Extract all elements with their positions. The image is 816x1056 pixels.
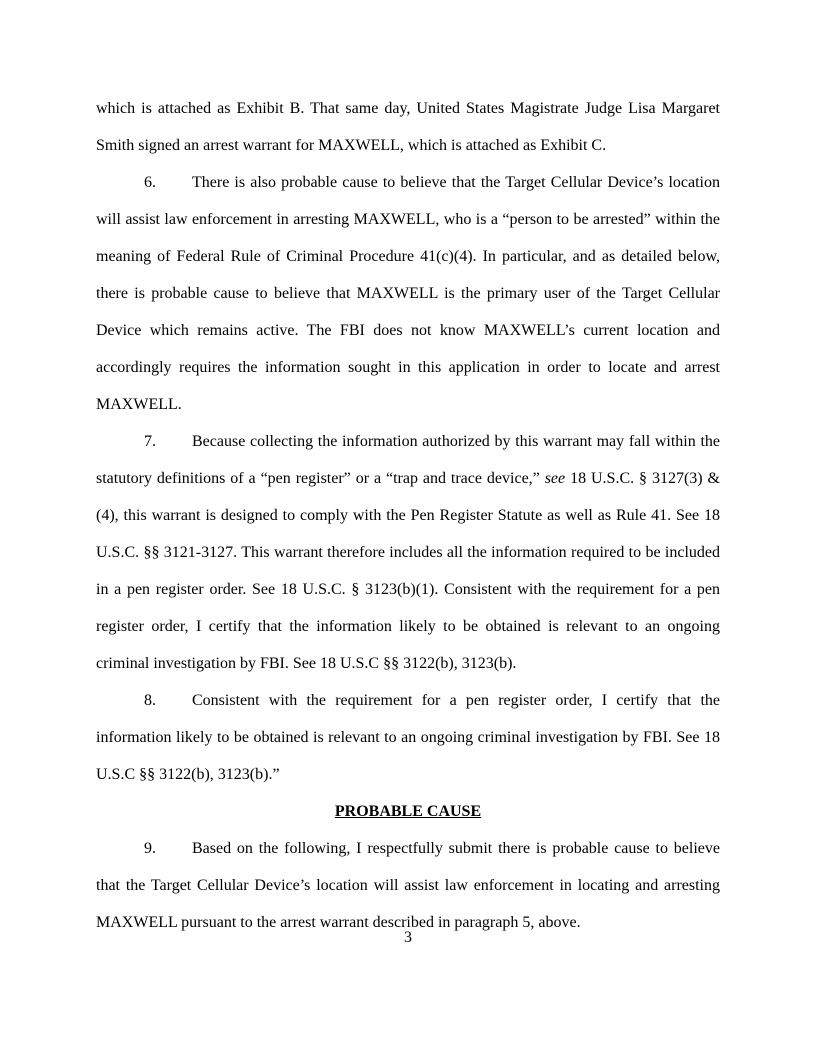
paragraph-7-text-before-citation: Because collecting the information authorized by this warrant may fall within the statutory definitions of a “pen register” or a “trap and trace device,” xyxy=(96,433,720,487)
paragraph-7-number: 7. xyxy=(144,433,156,450)
paragraph-7-text-after-citation: 18 U.S.C. § 3127(3) & (4), this warrant is designed to comply with the Pen Register Statute as well as Rule 41. See 18 U.S.C. §§ 3121-3127. This warrant therefore includes all the information required to be included in a pen register order. See 18 U.S.C. § 3123(b)(1). Consistent with the requirement for a pen register order, I certify that the information likely to be obtained is relevant to an ongoing criminal investigation by FBI. See 18 U.S.C §§ 3122(b), 3123(b). xyxy=(96,470,720,672)
paragraph-9-number: 9. xyxy=(144,840,156,857)
paragraph-9-text: Based on the following, I respectfully submit there is probable cause to believe that the Target Cellular Device’s location will assist law enforcement in locating and arresting MAXWELL pursuant to the arrest warrant described in paragraph 5, above. xyxy=(96,840,720,931)
paragraph-8-number: 8. xyxy=(144,692,156,709)
paragraph-8-text: Consistent with the requirement for a pen register order, I certify that the information likely to be obtained is relevant to an ongoing criminal investigation by FBI. See 18 U.S.C §§ 3122(b), 3123(b).” xyxy=(96,692,720,783)
paragraph-8 xyxy=(96,682,720,793)
page-number: 3 xyxy=(404,929,412,946)
paragraph-9 xyxy=(96,830,720,941)
continuation-paragraph: which is attached as Exhibit B. That same day, United States Magistrate Judge Lisa Margaret Smith signed an arrest warrant for MAXWELL, which is attached as Exhibit C. xyxy=(96,100,720,154)
paragraph-6-number: 6. xyxy=(144,174,156,191)
paragraph-7 xyxy=(96,423,720,682)
paragraph-7-citation-signal: see xyxy=(544,470,566,487)
paragraph-6-text: There is also probable cause to believe that the Target Cellular Device’s location will assist law enforcement in arresting MAXWELL, who is a “person to be arrested” within the meaning of Federal Rule of Criminal Procedure 41(c)(4). In particular, and as detailed below, there is probable cause to believe that MAXWELL is the primary user of the Target Cellular Device which remains active. The FBI does not know MAXWELL’s current location and accordingly requires the information sought in this application in order to locate and arrest MAXWELL. xyxy=(96,174,720,413)
section-heading-probable-cause: PROBABLE CAUSE xyxy=(334,803,482,820)
paragraph-6 xyxy=(96,164,720,423)
